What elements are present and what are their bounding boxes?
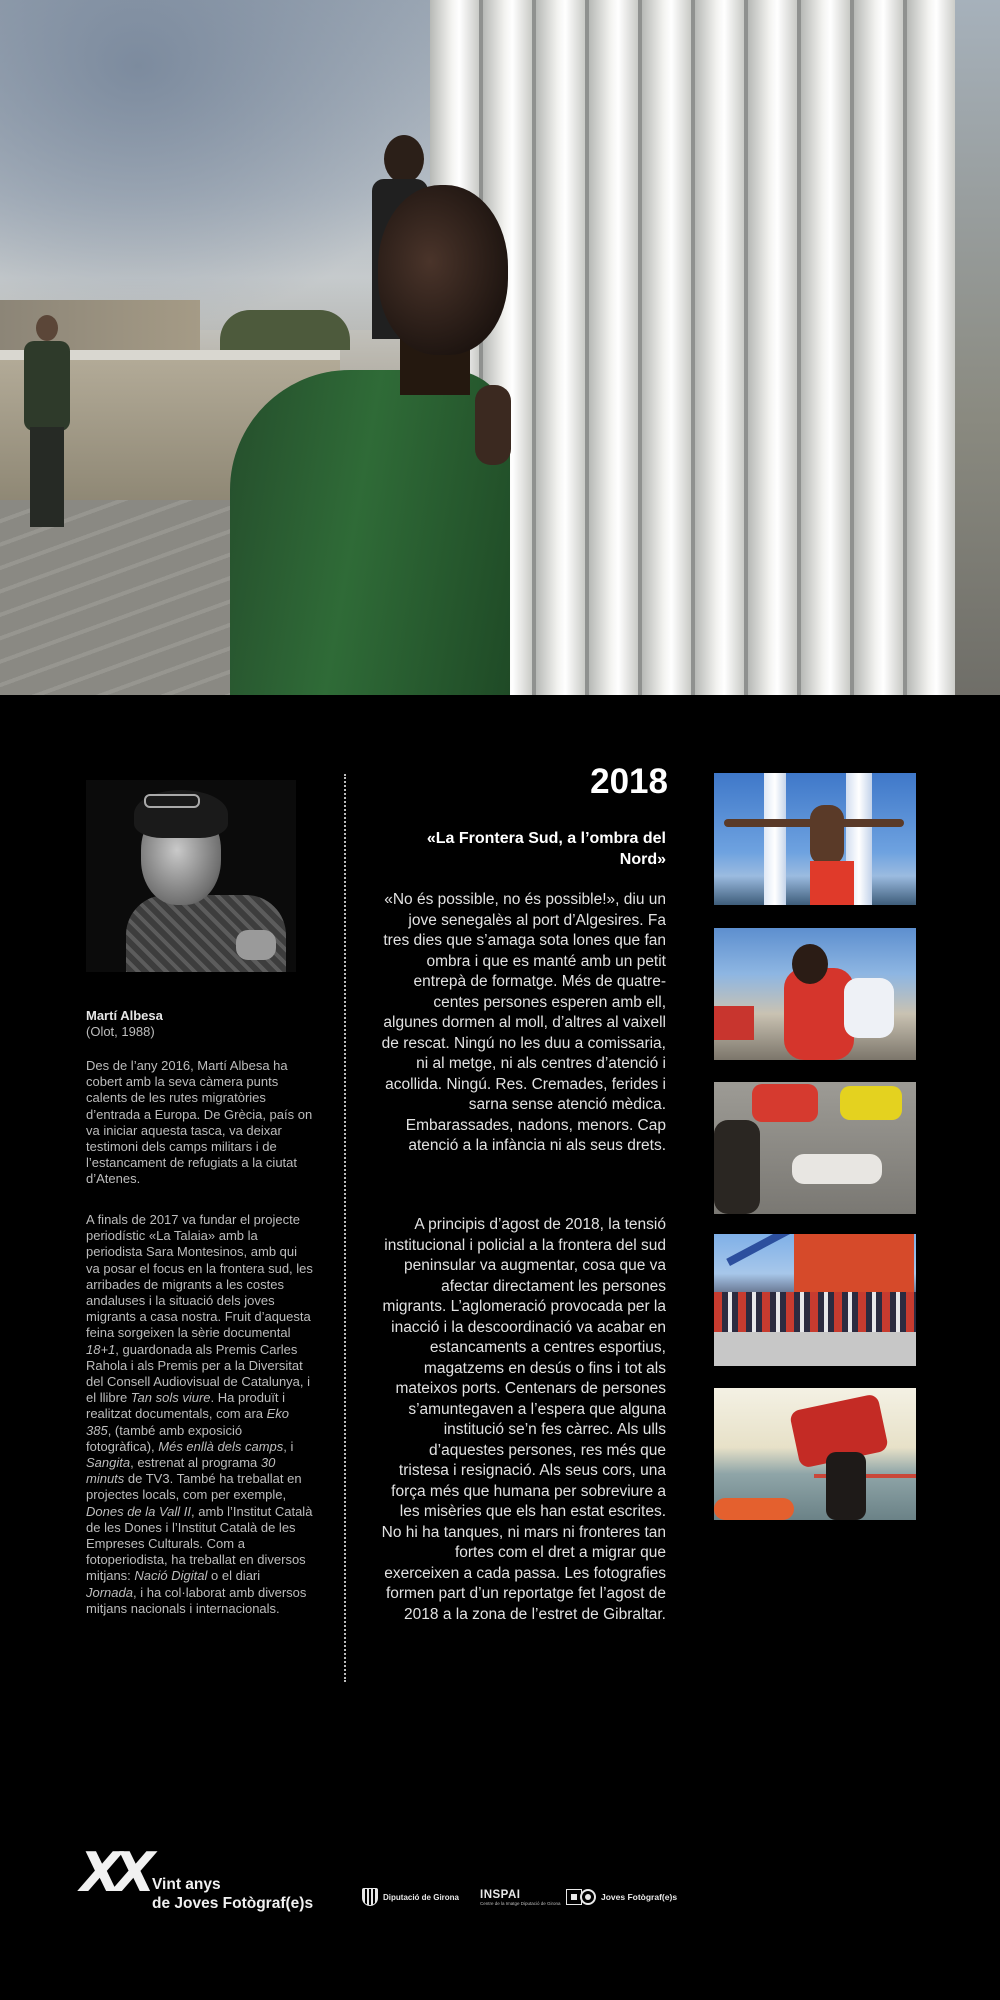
glasses-icon — [144, 794, 200, 808]
photographer-name: Martí Albesa — [86, 1008, 163, 1023]
bio-paragraph-1: Des de l’any 2016, Martí Albesa ha cobert amb la seva càmera punts calents de les rutes migratòries d’entrada a Europa. De Grècia, país on va iniciar aquesta tasca, va deixar testimoni dels camps militars i de l’estancament de refugiats a la ciutat d’Atenes. — [86, 1058, 313, 1187]
shield-icon — [362, 1888, 378, 1906]
bio-paragraph-2: A finals de 2017 va fundar el projecte periodístic «La Talaia» amb la periodista Sara Montesinos, amb qui va posar el focus en la frontera sud, les arribades de migrants a les costes andaluses i la situació dels joves migrants a casa nostra. Fruit d’aquesta feina sorgeixen la sèrie documental 18+1, guardonada als Premis Carles Rahola i als Premis per a la Diversitat del Consell Audiovisual de Catalunya, i el llibre Tan sols viure. Ha produït i realitzat documentals, com ara Eko 385, (també amb exposició fotogràfica), Més enllà dels camps, i Sangita, estrenat al programa 30 minuts de TV3. També ha treballat en projectes locals, com per exemple, Dones de la Vall II, amb l’Institut Català de les Dones i l’Institut Català de les Empreses Culturals. Com a fotoperiodista, ha treballat en diversos mitjans: Nació Digital o el diari Jornada, i ha col·laborat amb diversos mitjans nacionals i internacionals. — [86, 1212, 313, 1616]
circle-icon — [580, 1889, 596, 1905]
man-green-jacket-figure — [230, 185, 530, 695]
photo-thumbnail-1[interactable] — [714, 773, 916, 905]
article-paragraph-1: «No és possible, no és possible!», diu un jove senegalès al port d’Algesires. Fa tres dies que s’amaga sota lones que fan ombra i que es manté amb un petit entrepà de formatge. Més de quatre-centes persones esperen amb ell, algunes dormen al moll, d’altres al vaixell de rescat. Ningú no les duu a comissaria, ni al metge, ni als centres d’atenció i acollida. Ningú. Res. Cremades, ferides i sarna sense atenció mèdica. Embarassades, nadons, menors. Cap atenció a la infància ni als seus drets. — [381, 891, 666, 1154]
project-title: «La Frontera Sud, a l’ombra del Nord» — [426, 830, 666, 868]
sponsor-joves-fotografes[interactable]: Joves Fotògraf(e)s — [580, 1886, 677, 1908]
photo-thumbnail-3[interactable] — [714, 1082, 916, 1214]
series-title: Vint anys de Joves Fotògraf(e)s — [152, 1876, 314, 1912]
article-paragraph-2: A principis d’agost de 2018, la tensió institucional i policial a la frontera del sud peninsular va augmentar, cosa que va afectar directament les persones migrants. L’aglomeració provocada per la inacció i la descoordinació va acabar en estancaments a centres esportius, magatzems en desús o fins i tot als mateixos ports. Centenars de persones s’amuntegaven a l’espera que alguna institució se’n fes càrrec. Als ulls d’aquestes persones, res més que tristesa i resignació. Als seus cors, una força més que humana per sobreviure a les misèries que els han estat escrites. No hi ha tanques, ni mars ni fronteres tan fortes com el dret a migrar que exerceixen a cada passa. Les fotografies formen part d’un reportatge fet l’agost de 2018 a la zona de l’estret de Gibraltar. — [381, 1216, 666, 1623]
background-right — [955, 0, 1000, 695]
sponsor-inspai[interactable]: INSPAI Centre de la Imatge Diputació de Girona — [480, 1886, 582, 1908]
photographer-origin: (Olot, 1988) — [86, 1024, 155, 1039]
year-heading: 2018 — [590, 762, 668, 801]
hero-photo — [0, 0, 1000, 695]
photo-thumbnail-5[interactable] — [714, 1388, 916, 1520]
sponsor-diputacio-girona[interactable]: Diputació de Girona — [362, 1886, 459, 1908]
photo-thumbnail-4[interactable] — [714, 1234, 916, 1366]
guard-figure — [14, 315, 80, 535]
photographer-portrait — [86, 780, 296, 972]
dotted-divider — [344, 774, 346, 1682]
xx-logo: XX — [80, 1841, 148, 1904]
photo-thumbnail-2[interactable] — [714, 928, 916, 1060]
